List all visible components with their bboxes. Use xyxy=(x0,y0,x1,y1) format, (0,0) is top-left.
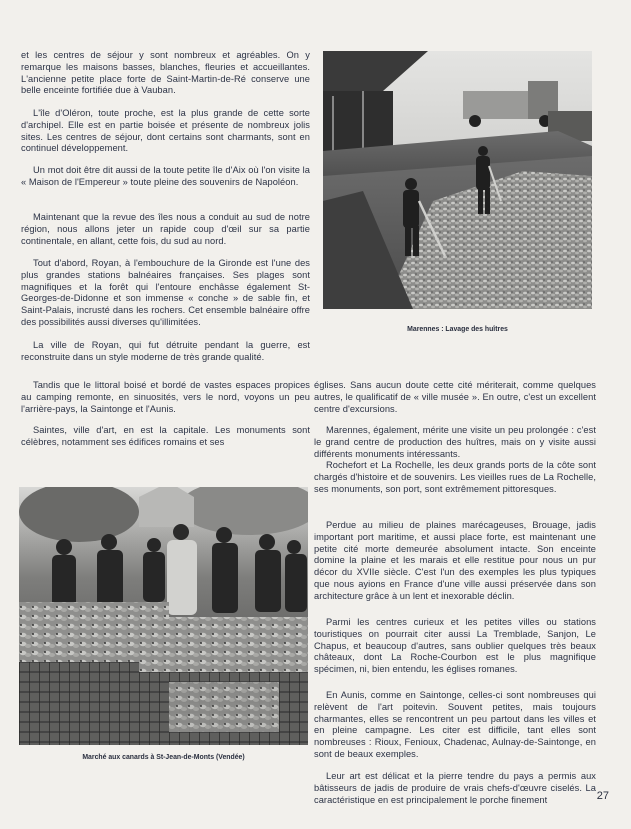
paragraph-aix: Un mot doit être dit aussi de la toute petite île d'Aix où l'on visite la « Maison de l'Empereur » toute pleine des souvenirs de Napoléon. xyxy=(21,165,310,187)
oyster-photo-caption: Marennes : Lavage des huîtres xyxy=(407,326,508,333)
paragraph-rochefort: Rochefort et La Rochelle, les deux grands ports de la côte sont chargés d'histoire et de souvenirs. Les vieilles rues de La Rochelle, ses monuments, son port, sont extrêmement pittoresques. xyxy=(314,460,596,494)
paragraph-small-towns: Parmi les centres curieux et les petites villes ou stations touristiques on pourrait citer aussi La Tremblade, Sanjon, Le Chapus, et beaucoup d'autres, sans oublier quelques très beaux châteaux, dont La Roche-Courbon est le plus magnifique spécimen, ni, bien entendu, les églises romanes. xyxy=(314,617,596,675)
oyster-washing-photo xyxy=(323,51,592,309)
paragraph-churches-continued: églises. Sans aucun doute cette cité mériterait, comme quelques autres, le qualificatif de « ville musée ». En outre, c'est un excellent centre d'excursions. xyxy=(314,380,596,414)
duck-market-photo xyxy=(19,487,308,745)
paragraph-aunis: En Aunis, comme en Saintonge, celles-ci sont nombreuses qui relèvent de l'art poitevin. Souvent petites, mais toujours charmantes, elles se rencontrent un peu partout dans les villes et en pleine campagne. Les citer est difficile, tant elles sont nombreuses : Rioux, Fenioux, Chadenac, Aulnay-de-Saintonge, en sont de beaux exemples. xyxy=(314,690,596,759)
paragraph-saintes: Saintes, ville d'art, en est la capitale. Les monuments sont célèbres, notamment ses édifices romains et ses xyxy=(21,425,310,447)
paragraph-continental: Maintenant que la revue des îles nous a conduit au sud de notre région, nous allons jeter un rapide coup d'œil sur sa partie continentale, en allant, cette fois, du sud au nord. xyxy=(21,212,310,246)
paragraph-romanesque-art: Leur art est délicat et la pierre tendre du pays a permis aux bâtisseurs de jadis de produire de vrais chefs-d'œuvre ciselés. La caractéristique en est principalement le porche finement xyxy=(314,771,596,805)
paragraph-royan-rebuilt: La ville de Royan, qui fut détruite pendant la guerre, est reconstruite dans un style moderne de très grande qualité. xyxy=(21,340,310,362)
page-number: 27 xyxy=(596,790,609,802)
paragraph-brouage: Perdue au milieu de plaines marécageuses, Brouage, jadis important port maritime, et aussi place forte, est maintenant une petite cité morte demeurée absolument intacte. Son enceinte domine la plaine et les marais et elle restitue pour nous un pur décor du XVIIe siècle. C'est l'un des exemples les plus typiques que nous ayions en France d'une ville aussi préservée dans son architecture grâce à un lent et inexorable déclin. xyxy=(314,520,596,601)
paragraph-royan: Tout d'abord, Royan, à l'embouchure de la Gironde est l'une des plus grandes stations balnéaires françaises. Ses plages sont magnifiques et la forêt qui l'entoure enchâsse également St-Georges-de-Didonne et son immense « conche » de sable fin, et Saint-Palais, incrusté dans les rochers. Cet ensemble balnéaire offre des possibilités aussi diverses qu'illimitées. xyxy=(21,258,310,327)
paragraph-oleron: L'île d'Oléron, toute proche, est la plus grande de cette sorte d'archipel. Elle est en partie boisée et présente de nombreux jolis sites. Les centres de séjour, dont certains sont charmants, sont en continuel développement. xyxy=(21,108,310,154)
duck-market-photo-caption: Marché aux canards à St-Jean-de-Monts (Vendée) xyxy=(82,754,245,761)
paragraph-hinterland: Tandis que le littoral boisé et bordé de vastes espaces propices au camping remonte, en sinuosités, vers le nord, voyons un peu l'arrière-pays, la Saintonge et l'Aunis. xyxy=(21,380,310,414)
paragraph-re-island: et les centres de séjour y sont nombreux et agréables. On y remarque les maisons basses, blanches, fleuries et accueillantes. L'ancienne petite place forte de Saint-Martin-de-Ré conserve une belle enceinte fortifiée due à Vauban. xyxy=(21,50,310,96)
paragraph-marennes: Marennes, également, mérite une visite un peu prolongée : c'est le grand centre de production des huîtres, mais on y visite aussi différents monuments intéressants. xyxy=(314,425,596,459)
